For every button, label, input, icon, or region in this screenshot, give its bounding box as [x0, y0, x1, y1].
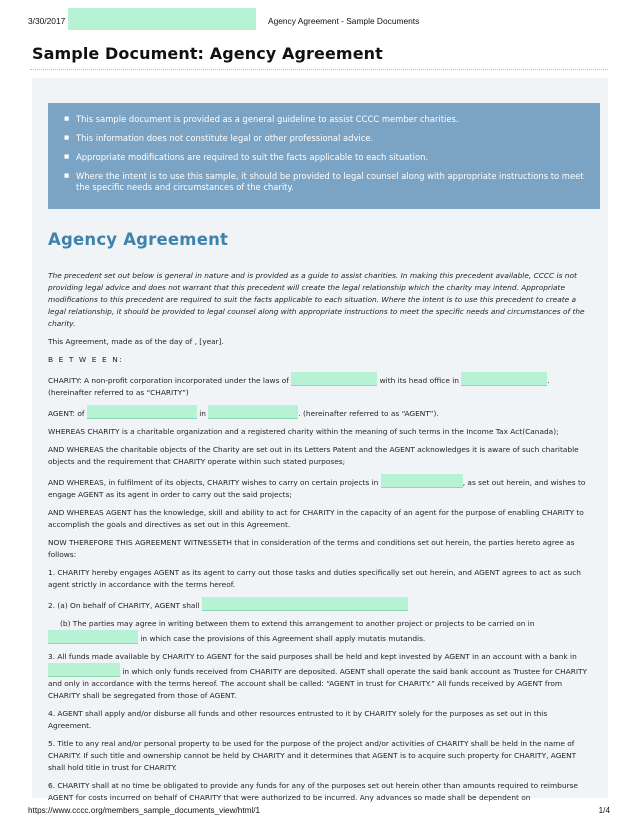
whereas-4: AND WHEREAS AGENT has the knowledge, skill and ability to act for CHARITY in the capacity of an agent for the purpose of enabling CHARITY to accomplish the goals and directives as set out in this Agreement. [48, 508, 584, 529]
agent-location-field[interactable] [208, 405, 298, 419]
clause-6: 6. CHARITY shall at no time be obligated to provide any funds for any of the purposes set out herein other than amounts required to reimburse AGENT for costs incurred on behalf of CHARITY that were authorized to be incurred. Any advances so made shall be dependent on [48, 781, 578, 802]
clause-2a: 2. (a) On behalf of CHARITY, AGENT shall [48, 597, 588, 612]
whereas-2: AND WHEREAS the charitable objects of the Charity are set out in its Letters Patent and the AGENT acknowledges it is aware of such charitable objects and the requirement that CHARITY operate within such stated purposes; [48, 445, 579, 466]
print-date: 3/30/2017 [28, 16, 66, 26]
whereas-1: WHEREAS CHARITY is a charitable organization and a registered charity within the meaning of such terms in the Income Tax Act(Canada); [48, 427, 559, 436]
disclaimer-item: ■ This sample document is provided as a general guideline to assist CCCC member charities. [64, 114, 600, 125]
page-title: Sample Document: Agency Agreement [32, 44, 383, 63]
head-office-field[interactable] [461, 372, 547, 386]
page-number: 1/4 [598, 806, 610, 815]
bank-location-field[interactable] [48, 663, 120, 677]
print-header [0, 0, 640, 34]
agreement-body [48, 270, 588, 810]
made-line: This Agreement, made as of the day of , [year]. [48, 337, 224, 346]
clause-1: 1. CHARITY hereby engages AGENT as its agent to carry out those tasks and duties specifically set out herein, and AGENT agrees to act as such agent strictly in accordance with the terms hereof. [48, 568, 581, 589]
disclaimer-box [48, 103, 600, 209]
print-title: Agency Agreement - Sample Documents [268, 16, 420, 26]
title-divider [30, 69, 608, 70]
disclaimer-item: ■ Where the intent is to use this sample, it should be provided to legal counsel along with appropriate instructions to meet the specific needs and circumstances of the charity. [64, 171, 600, 193]
now-therefore: NOW THEREFORE THIS AGREEMENT WITNESSETH that in consideration of the terms and conditions set out herein, the parties hereto agree as follows: [48, 538, 575, 559]
extension-location-field[interactable] [48, 630, 138, 644]
intro-paragraph: The precedent set out below is general in nature and is provided as a guide to assist charities. In making this precedent available, CCCC is not providing legal advice and does not warrant that this precedent will create the legal relationship which the charity may intend. Appropriate modifications to this precedent are required to suit the facts applicable to each situation. Where the intent is to use this precedent to create a legal relationship, it should be provided to legal counsel along with appropriate instructions to meet the specific needs and circumstances of the charity. [48, 271, 585, 328]
highlight-box [68, 8, 256, 30]
disclaimer-list [48, 103, 600, 193]
clause-2b: (b) The parties may agree in writing between them to extend this arrangement to another project or projects to be carried on in in which case the provisions of this Agreement shall apply mutatis mutandis. [48, 618, 588, 645]
project-location-field[interactable] [381, 474, 463, 488]
disclaimer-item: ■ Appropriate modifications are required to suit the facts applicable to each situation. [64, 152, 600, 163]
agent-paragraph: AGENT: of in . (hereinafter referred to as “AGENT”). [48, 405, 588, 420]
clause-4: 4. AGENT shall apply and/or disburse all funds and other resources entrusted to it by CHARITY solely for the purposes as set out in this Agreement. [48, 709, 548, 730]
clause-5: 5. Title to any real and/or personal property to be used for the purpose of the project and/or activities of CHARITY shall be held in the name of CHARITY. If such title and ownership cannot be held by CHARITY and it determines that AGENT is to acquire such property for CHARITY, AGENT shall hold title in trust for CHARITY. [48, 739, 577, 772]
page-url: https://www.cccc.org/members_sample_documents_view/html/1 [28, 806, 261, 815]
whereas-3: AND WHEREAS, in fulfilment of its objects, CHARITY wishes to carry on certain projects in , as set out herein, and wishes to engage AGENT as its agent in order to carry out the said projects; [48, 474, 588, 501]
between-line: B E T W E E N: [48, 355, 124, 364]
document-heading: Agency Agreement [48, 230, 229, 249]
disclaimer-item: ■ This information does not constitute legal or other professional advice. [64, 133, 600, 144]
charity-paragraph: CHARITY: A non-profit corporation incorporated under the laws of with its head office in . (hereinafter referred to as “CHARITY”) [48, 372, 588, 399]
jurisdiction-field[interactable] [291, 372, 377, 386]
agent-name-field[interactable] [87, 405, 197, 419]
agent-duties-field[interactable] [202, 597, 408, 611]
clause-3: 3. All funds made available by CHARITY to AGENT for the said purposes shall be held and kept invested by AGENT in an account with a bank in in which only funds received from CHARITY are deposited. AGENT shall operate the said bank account as Trustee for CHARITY and only in accordance with the terms hereof. The account shall be called: “AGENT in trust for CHARITY.” All funds received by AGENT from CHARITY shall be segregated from those of AGENT. [48, 652, 588, 700]
